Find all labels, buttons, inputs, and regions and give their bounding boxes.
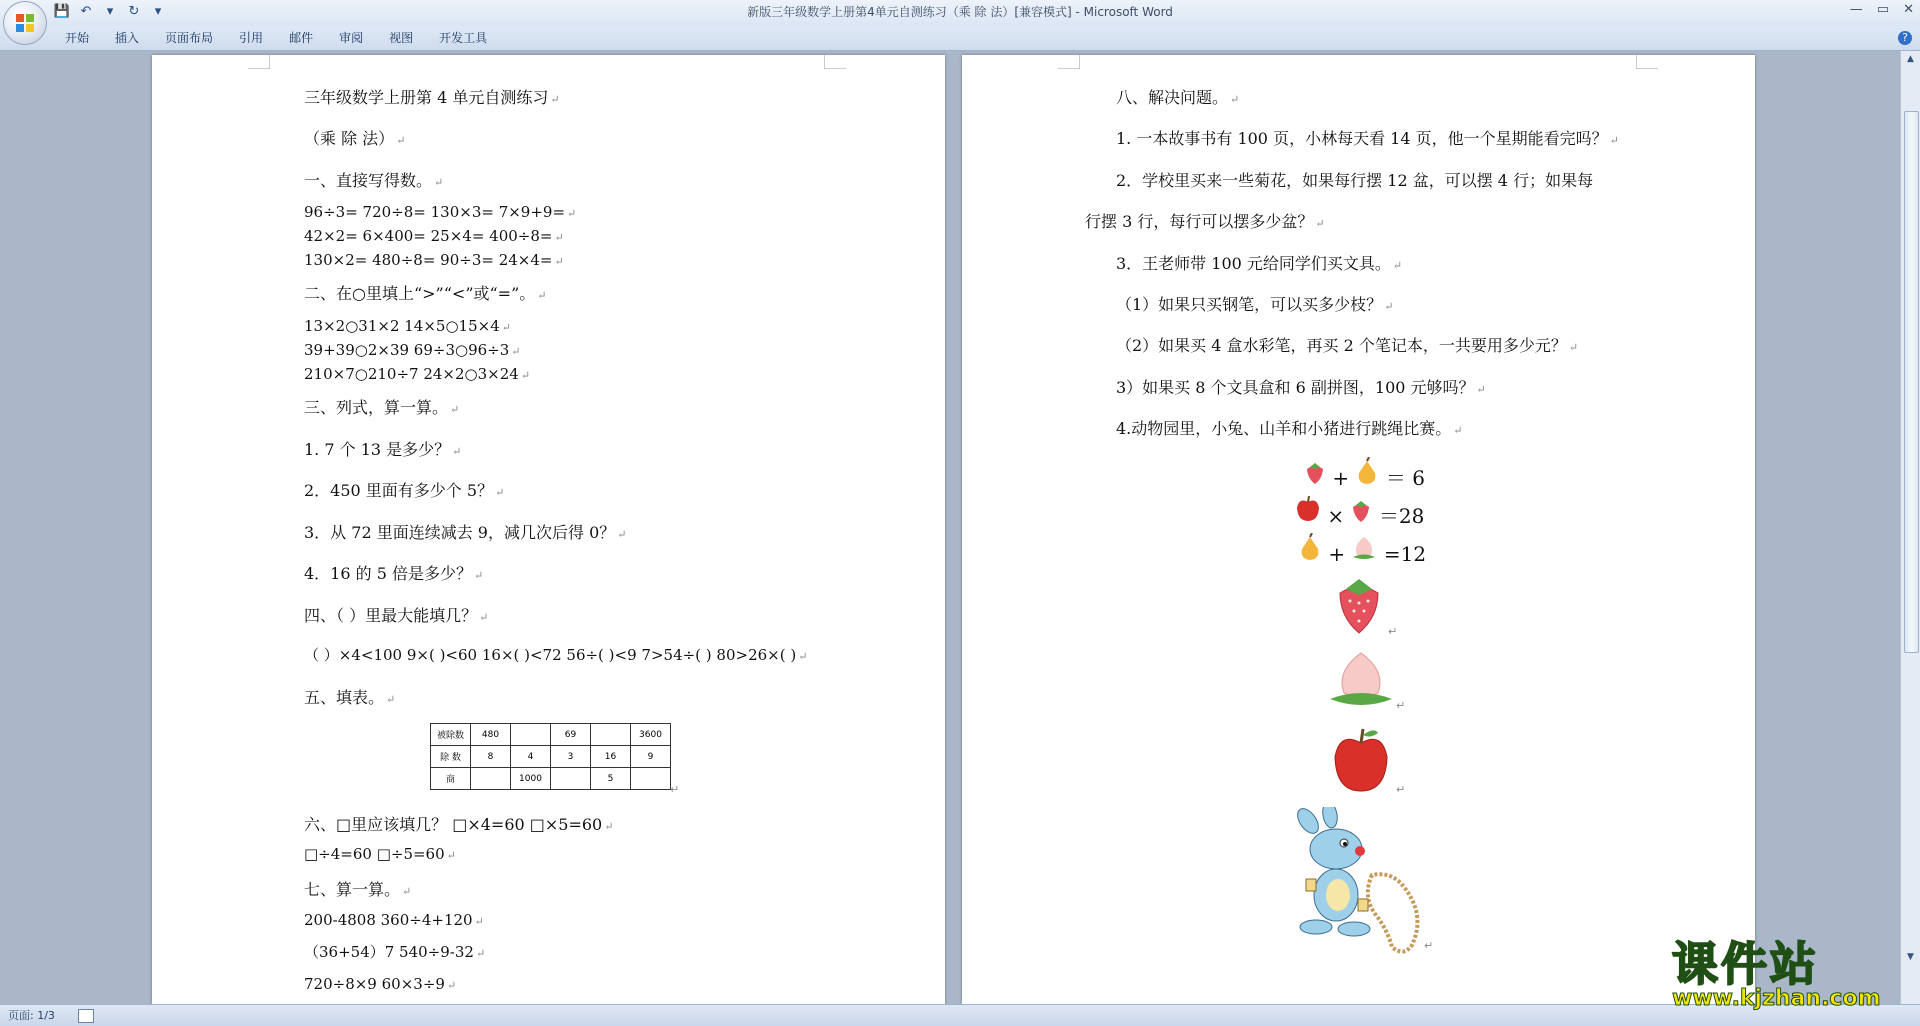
exercise-line: （1）如果只买钢笔，可以买多少枝？ ↵ bbox=[1116, 295, 1394, 314]
table-cell: 4 bbox=[511, 746, 551, 768]
margin-corner-mark bbox=[1636, 55, 1658, 69]
table-cell bbox=[511, 724, 551, 746]
pear-icon bbox=[1298, 533, 1322, 561]
strawberry-icon bbox=[1350, 499, 1372, 523]
margin-corner-mark bbox=[1058, 55, 1080, 69]
maximize-button[interactable]: ▭ bbox=[1876, 2, 1890, 17]
window-title: 新版三年级数学上册第4单元自测练习（乘 除 法）[兼容模式] - Microsoft Word bbox=[747, 5, 1173, 19]
table-cell bbox=[471, 768, 511, 790]
tab-references[interactable]: 引用 bbox=[239, 31, 264, 45]
exercise-line: 3．从 72 里面连续减去 9，减几次后得 0？ ↵ bbox=[304, 523, 627, 542]
paragraph-mark: ↵ bbox=[1388, 625, 1398, 638]
table-cell: 3 bbox=[551, 746, 591, 768]
window-controls bbox=[1850, 2, 1914, 17]
paragraph-mark: ↵ bbox=[1396, 783, 1406, 796]
margin-corner-mark bbox=[824, 55, 846, 69]
site-watermark bbox=[1658, 928, 1920, 1012]
vertical-scrollbar[interactable] bbox=[1900, 51, 1920, 1004]
ribbon-tab-bar bbox=[0, 26, 1920, 51]
table-cell: 69 bbox=[551, 724, 591, 746]
exercise-line: 4.动物园里，小兔、山羊和小猪进行跳绳比赛。 ↵ bbox=[1116, 419, 1463, 438]
table-row bbox=[431, 746, 671, 768]
apple-icon bbox=[1295, 495, 1321, 523]
help-icon[interactable]: ? bbox=[1898, 31, 1912, 45]
table-cell: 1000 bbox=[511, 768, 551, 790]
table-cell: 商 bbox=[431, 768, 471, 790]
undo-dropdown-icon[interactable]: ▾ bbox=[106, 4, 114, 19]
exercise-line: 720÷8×9 60×3÷9 ↵ bbox=[304, 975, 457, 993]
exercise-line: （ ）×4<100 9×( )<60 16×( )<72 56÷( )<9 7>54÷( ) 80>26×( ) ↵ bbox=[304, 646, 808, 664]
exercise-line: □÷4=60 □÷5=60 ↵ bbox=[304, 845, 456, 863]
fruit-equation: + =12 bbox=[1298, 533, 1426, 566]
exercise-line: 130×2= 480÷8= 90÷3= 24×4= ↵ bbox=[304, 251, 564, 269]
exercise-line: 1. 一本故事书有 100 页，小林每天看 14 页，他一个星期能看完吗？ ↵ bbox=[1116, 129, 1619, 148]
office-logo-icon bbox=[15, 13, 35, 33]
exercise-line: 2．学校里买来一些菊花，如果每行摆 12 盆，可以摆 4 行；如果每 bbox=[1116, 171, 1594, 190]
document-subtitle: （乘 除 法） ↵ bbox=[304, 129, 406, 148]
section-heading: 七、算一算。 ↵ bbox=[304, 880, 412, 899]
exercise-line: 96÷3= 720÷8= 130×3= 7×9+9= ↵ bbox=[304, 203, 577, 221]
section-heading: 五、填表。 ↵ bbox=[304, 688, 396, 707]
section-heading: 八、解决问题。 ↵ bbox=[1116, 88, 1240, 107]
tab-view[interactable]: 视图 bbox=[389, 31, 414, 45]
fruit-equation: + ＝ 6 bbox=[1304, 457, 1425, 491]
undo-icon[interactable]: ↶ bbox=[80, 4, 92, 19]
table-cell: 5 bbox=[591, 768, 631, 790]
apple-icon bbox=[1330, 725, 1392, 795]
tab-page-layout[interactable]: 页面布局 bbox=[165, 31, 214, 45]
section-heading: 二、在○里填上“>”“<”或“=”。 ↵ bbox=[304, 284, 547, 303]
tab-review[interactable]: 审阅 bbox=[339, 31, 364, 45]
tab-home[interactable]: 开始 bbox=[65, 31, 90, 45]
table-row bbox=[431, 724, 671, 746]
save-icon[interactable]: 💾 bbox=[53, 4, 71, 19]
strawberry-icon bbox=[1304, 461, 1326, 485]
exercise-line: 200-4808 360÷4+120 ↵ bbox=[304, 911, 484, 929]
tab-insert[interactable]: 插入 bbox=[115, 31, 140, 45]
section-heading: 四、（ ）里最大能填几？ ↵ bbox=[304, 606, 489, 625]
tab-developer[interactable]: 开发工具 bbox=[439, 31, 488, 45]
tab-mailings[interactable]: 邮件 bbox=[289, 31, 314, 45]
document-page-1[interactable] bbox=[152, 55, 945, 1004]
table-cell: 9 bbox=[631, 746, 671, 768]
strawberry-icon bbox=[1334, 575, 1384, 635]
paragraph-mark: ↵ bbox=[670, 783, 680, 796]
peach-icon bbox=[1351, 535, 1377, 561]
pear-icon bbox=[1355, 457, 1379, 485]
table-cell: 16 bbox=[591, 746, 631, 768]
table-cell: 3600 bbox=[631, 724, 671, 746]
watermark-logo-text: 课件站 bbox=[1672, 937, 1819, 991]
minimize-button[interactable]: — bbox=[1849, 2, 1863, 17]
macro-record-icon[interactable] bbox=[78, 1009, 94, 1023]
margin-corner-mark bbox=[248, 55, 270, 69]
scrollbar-thumb[interactable] bbox=[1904, 111, 1919, 653]
exercise-line: 42×2= 6×400= 25×4= 400÷8= ↵ bbox=[304, 227, 564, 245]
office-button[interactable] bbox=[4, 2, 46, 44]
section-heading: 三、列式，算一算。 ↵ bbox=[304, 398, 460, 417]
status-bar bbox=[0, 1004, 1920, 1026]
watermark-url: www.kjzhan.com bbox=[1672, 986, 1881, 1011]
table-cell: 8 bbox=[471, 746, 511, 768]
table-cell bbox=[551, 768, 591, 790]
quick-access-toolbar bbox=[52, 3, 168, 21]
exercise-line: （2）如果买 4 盒水彩笔，再买 2 个笔记本，一共要用多少元？ ↵ bbox=[1116, 336, 1579, 355]
page-count[interactable]: 页面: 1/3 bbox=[8, 1009, 55, 1022]
exercise-line: 210×7○210÷7 24×2○3×24 ↵ bbox=[304, 365, 531, 383]
paragraph-mark: ↵ bbox=[1424, 939, 1434, 952]
exercise-line: 行摆 3 行，每行可以摆多少盆？ ↵ bbox=[1085, 212, 1325, 231]
paragraph-mark: ↵ bbox=[1396, 699, 1406, 712]
section-heading: 一、直接写得数。 ↵ bbox=[304, 171, 444, 190]
exercise-line: 4．16 的 5 倍是多少？ ↵ bbox=[304, 564, 484, 583]
exercise-line: 13×2○31×2 14×5○15×4 ↵ bbox=[304, 317, 511, 335]
document-title: 三年级数学上册第 4 单元自测练习 ↵ bbox=[304, 88, 560, 107]
fruit-equation: × ＝28 bbox=[1295, 495, 1424, 529]
peach-icon bbox=[1328, 649, 1394, 713]
exercise-line: 3．王老师带 100 元给同学们买文具。 ↵ bbox=[1116, 254, 1403, 273]
table-row bbox=[431, 768, 671, 790]
fill-in-table bbox=[430, 723, 671, 790]
redo-icon[interactable]: ↻ bbox=[128, 4, 140, 19]
section-heading: 六、□里应该填几？ □×4=60 □×5=60 ↵ bbox=[304, 815, 614, 834]
customize-qat-icon[interactable]: ▾ bbox=[154, 4, 162, 19]
exercise-line: 2．450 里面有多少个 5？ ↵ bbox=[304, 481, 505, 500]
table-cell bbox=[591, 724, 631, 746]
table-cell: 除 数 bbox=[431, 746, 471, 768]
table-cell: 被除数 bbox=[431, 724, 471, 746]
close-button[interactable]: ✕ bbox=[1903, 2, 1914, 17]
title-bar bbox=[0, 0, 1920, 26]
scroll-up-icon[interactable]: ▲ bbox=[1907, 54, 1914, 64]
scroll-down-icon[interactable]: ▼ bbox=[1907, 952, 1914, 962]
rabbit-jumping-rope-icon bbox=[1292, 807, 1422, 957]
exercise-line: 1. 7 个 13 是多少？ ↵ bbox=[304, 440, 462, 459]
exercise-line: 39+39○2×39 69÷3○96÷3 ↵ bbox=[304, 341, 521, 359]
exercise-line: （36+54）7 540÷9-32 ↵ bbox=[304, 943, 486, 961]
exercise-line: 3）如果买 8 个文具盒和 6 副拼图，100 元够吗？ ↵ bbox=[1116, 378, 1486, 397]
table-cell bbox=[631, 768, 671, 790]
table-cell: 480 bbox=[471, 724, 511, 746]
document-page-2[interactable] bbox=[962, 55, 1755, 1004]
